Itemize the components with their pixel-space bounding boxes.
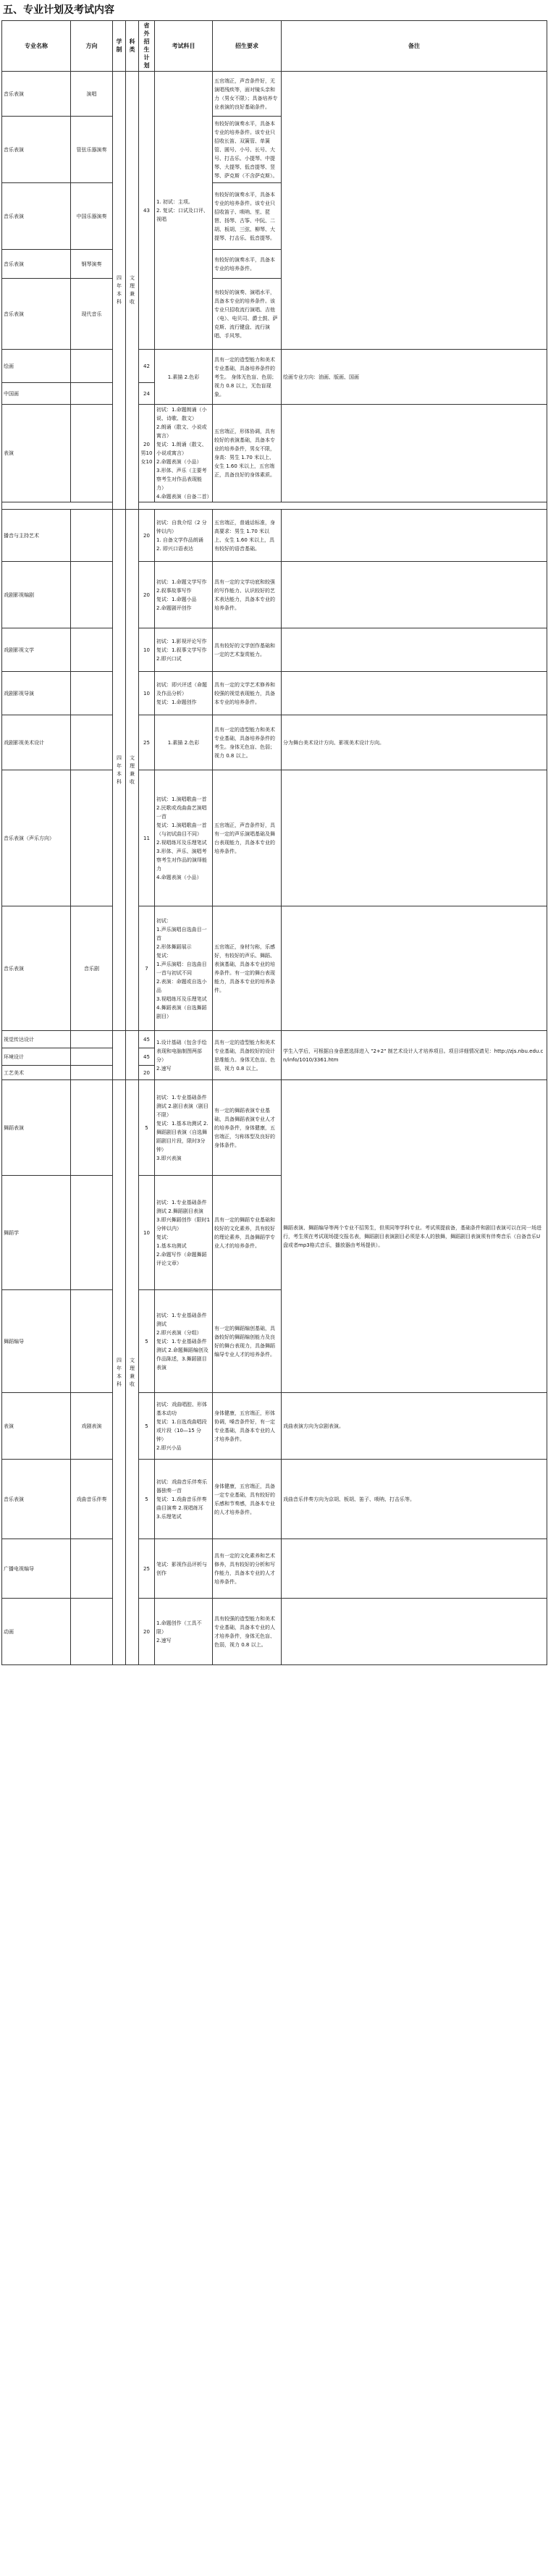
duration-cell: 四年本科 <box>113 510 126 1031</box>
table-row <box>2 510 547 562</box>
exam-cell: 初试：即兴评述（命题及作品分析） 复试：1.命题创作 <box>155 672 213 715</box>
table-row <box>2 715 547 770</box>
notes-cell <box>282 628 547 672</box>
exam-cell: 1.素描 2.色彩 <box>155 715 213 770</box>
table-row <box>2 1080 547 1176</box>
notes-cell: 绘画专业方向：油画、版画、国画 <box>282 350 547 405</box>
exam-cell: 1.命题创作（工具不限） 2.速写 <box>155 1599 213 1665</box>
category-cell <box>126 1031 139 1080</box>
notes-cell: 戏曲表演方向为京剧表演。 <box>282 1393 547 1460</box>
category-cell: 文理兼收 <box>126 72 139 510</box>
notes-cell <box>282 72 547 350</box>
major-cell: 戏剧影视编剧 <box>2 562 71 628</box>
requirements-cell: 有较好的演奏、演唱水平，具备本专业的培养条件。该专业只招收流行演唱、吉他（电）、电贝司、爵士鼓、萨克斯、流行键盘、流行演唱、手风琴。 <box>213 279 282 350</box>
major-cell: 音乐表演（声乐方向） <box>2 770 71 906</box>
direction-cell <box>71 1066 113 1080</box>
direction-cell: 钢琴演奏 <box>71 250 113 279</box>
header-major: 专业名称 <box>2 21 71 72</box>
table-row <box>2 1539 547 1599</box>
plan-cell: 5 <box>139 1460 155 1539</box>
table-row <box>2 72 547 117</box>
table-row <box>2 770 547 906</box>
direction-cell <box>71 1048 113 1066</box>
table-row <box>2 562 547 628</box>
requirements-cell: 五官端正，声音条件好，无演唱残疾等，面对镜头亲和力（男女不限）；具备培养专业表演的良好基础条件。 <box>213 72 282 117</box>
header-plan: 省外招生计划 <box>139 21 155 72</box>
major-cell: 音乐表演 <box>2 183 71 250</box>
requirements-cell: 有较好的演奏水平，具备本专业的培养条件。 <box>213 250 282 279</box>
major-cell: 戏剧影视美术设计 <box>2 715 71 770</box>
notes-cell <box>282 672 547 715</box>
major-cell: 播音与主持艺术 <box>2 510 71 562</box>
direction-cell <box>71 350 113 383</box>
direction-cell: 音乐剧 <box>71 906 113 1031</box>
major-cell: 工艺美术 <box>2 1066 71 1080</box>
table-row <box>2 628 547 672</box>
plan-cell: 43 <box>139 72 155 350</box>
requirements-cell: 具有一定的舞蹈专业基础和较好的文化素养，具有较好的理论素养，具备舞蹈学专业人才的培养条件。 <box>213 1176 282 1290</box>
direction-cell <box>71 562 113 628</box>
major-cell: 戏剧影视文学 <box>2 628 71 672</box>
page-title: 五、专业计划及考试内容 <box>3 4 114 16</box>
direction-cell <box>71 1290 113 1393</box>
spacer-cell <box>2 502 113 510</box>
exam-cell: 初试：1.影视评论写作 复试：1.叙事文学写作 2.即兴口试 <box>155 628 213 672</box>
plan-cell: 20 <box>139 510 155 562</box>
notes-cell <box>282 1599 547 1665</box>
exam-cell: 1.设计基础（包含手绘表现和电脑制图两部分） 2.速写 <box>155 1031 213 1080</box>
exam-cell: 1. 初试：主项。 2. 复试：口试及口评、视唱 <box>155 72 213 350</box>
header-requirements: 招生要求 <box>213 21 282 72</box>
table-row <box>2 1460 547 1539</box>
requirements-cell: 有一定的舞蹈编创基础，具备较好的舞蹈编创能力及良好的舞台表现力，具备舞蹈编导专业人才的培养条件。 <box>213 1290 282 1393</box>
major-cell: 舞蹈表演 <box>2 1080 71 1176</box>
requirements-cell: 身体健康，五官端正，具备一定专业基础，具有较好的乐感和节奏感，具备本专业的人才培养条件。 <box>213 1460 282 1539</box>
requirements-cell: 具有一定的造型能力和美术专业基础，具备培养条件的考生。身体无色盲、色弱；视力 0.8 以上。 <box>213 715 282 770</box>
requirements-text-extra: 身体无色盲、色弱；视力 0.8 以上，无色盲现象。 <box>214 374 277 397</box>
header-row <box>2 21 547 72</box>
direction-cell: 现代音乐 <box>71 279 113 350</box>
requirements-cell: 身体健康，五官端正，形体协调，嗓音条件好，有一定专业基础，具备本专业的人才培养条件。 <box>213 1393 282 1460</box>
table-row <box>2 502 547 510</box>
exam-cell: 初试：戏曲音乐伴奏乐器独奏一首 复试：1.戏曲音乐伴奏曲目演奏 2.视唱练耳 3.乐理笔试 <box>155 1460 213 1539</box>
direction-cell: 管弦乐器演奏 <box>71 117 113 183</box>
header-duration: 学制 <box>113 21 126 72</box>
requirements-cell: 具有一定的文学艺术修养和较强的视觉表现能力，具备本专业的培养条件。 <box>213 672 282 715</box>
plan-cell: 10 <box>139 1176 155 1290</box>
exam-cell: 初试：1.专业基础条件测试 2.舞蹈剧目表演 3.即兴舞蹈创作（限时1分钟以内） 复试： 1.基本功测试 2.命题写作（命题舞蹈评论文章） <box>155 1176 213 1290</box>
requirements-text: 具有一定的造型能力和美术专业基础，具备培养条件的考生。 <box>214 356 275 380</box>
direction-cell <box>71 628 113 672</box>
major-cell: 广播电视编导 <box>2 1539 71 1599</box>
requirements-cell <box>213 350 282 405</box>
direction-cell <box>71 1539 113 1599</box>
major-cell: 视觉传达设计 <box>2 1031 71 1048</box>
direction-cell <box>71 1031 113 1048</box>
major-cell: 戏剧影视导演 <box>2 672 71 715</box>
plan-cell: 24 <box>139 383 155 405</box>
notes-cell <box>282 405 547 502</box>
exam-cell: 初试：自我介绍（2 分钟以内） 1. 自备文学作品朗诵 2. 即兴口语表达 <box>155 510 213 562</box>
plan-cell: 7 <box>139 906 155 1031</box>
spacer-cell <box>139 502 547 510</box>
exam-cell: 1.素描 2.色彩 <box>155 350 213 405</box>
requirements-cell: 具有较好的文学创作基础和一定的艺术鉴赏能力。 <box>213 628 282 672</box>
table-row <box>2 1031 547 1048</box>
direction-cell <box>71 1176 113 1290</box>
major-cell: 舞蹈编导 <box>2 1290 71 1393</box>
plan-cell: 20 <box>139 562 155 628</box>
exam-cell: 初试：1.专业基础条件测试 2.剧目表演（剧目不限） 复试：1.基本功测试 2.舞蹈剧目表演（自选舞蹈剧目片段，限时3分钟） 3.即兴表演 <box>155 1080 213 1176</box>
table-row <box>2 1393 547 1460</box>
plan-cell: 5 <box>139 1290 155 1393</box>
major-cell: 表演 <box>2 1393 71 1460</box>
plan-cell: 10 <box>139 628 155 672</box>
header-category: 科类 <box>126 21 139 72</box>
major-cell: 音乐表演 <box>2 250 71 279</box>
duration-cell <box>113 1031 126 1080</box>
direction-cell <box>71 383 113 405</box>
plan-cell: 42 <box>139 350 155 383</box>
requirements-cell: 五官端正，声音条件好，具有一定的声乐演唱基础及舞台表现能力，具备本专业的培养条件。 <box>213 770 282 906</box>
plan-cell: 25 <box>139 1539 155 1599</box>
table-row <box>2 672 547 715</box>
table-row <box>2 1599 547 1665</box>
major-cell: 舞蹈学 <box>2 1176 71 1290</box>
table-row <box>2 405 547 502</box>
category-cell: 文理兼收 <box>126 1080 139 1665</box>
plan-cell: 5 <box>139 1080 155 1176</box>
header-exam: 考试科目 <box>155 21 213 72</box>
exam-cell: 笔试：影视作品评析与创作 <box>155 1539 213 1599</box>
table-row <box>2 350 547 383</box>
notes-cell: 分为舞台美术设计方向、影视美术设计方向。 <box>282 715 547 770</box>
direction-cell <box>71 405 113 502</box>
requirements-cell: 五官端正，形体协调，具有较好的表演基础，具备本专业的培养条件，男女不限，身高：男生 1.70 米以上、女生 1.60 米以上，五官端正，具备良好的身体素质。 <box>213 405 282 502</box>
plan-cell: 10 <box>139 672 155 715</box>
major-cell: 动画 <box>2 1599 71 1665</box>
major-cell: 绘画 <box>2 350 71 383</box>
requirements-cell: 具有一定的造型能力和美术专业基础，具备较好的设计思维能力。身体无色盲、色弱，视力 0.8 以上。 <box>213 1031 282 1080</box>
plan-cell: 20 男10 女10 <box>139 405 155 502</box>
requirements-cell: 五官端正，身材匀称，乐感好，有较好的声乐、舞蹈、表演基础，具备本专业的培养条件。有一定的舞台表现能力，具备本专业的培养条件。 <box>213 906 282 1031</box>
direction-cell: 戏曲音乐伴奏 <box>71 1460 113 1539</box>
plan-cell: 45 <box>139 1048 155 1066</box>
major-cell: 音乐表演 <box>2 117 71 183</box>
major-cell: 音乐表演 <box>2 906 71 1031</box>
plan-cell: 20 <box>139 1066 155 1080</box>
direction-cell: 中国乐器演奏 <box>71 183 113 250</box>
major-cell: 环境设计 <box>2 1048 71 1066</box>
notes-cell: 舞蹈表演、舞蹈编导等两个专业不招男生，但须同等学科专业。考试须提前备，基础条件和剧目表演可以在同一场进行，考生须在考试现场提交报名表，舞蹈剧目表演剧目必须是本人的独舞，舞蹈剧目表演须有伴奏音乐（自备音乐U盘或者mp3格式音乐，播放器由考场提供）。 <box>282 1080 547 1393</box>
notes-cell: 戏曲音乐伴奏方向为京胡、板胡、笛子、唢呐、打击乐等。 <box>282 1460 547 1539</box>
requirements-cell: 具有一定的文化素养和艺术修养，具有较好的分析和写作能力，具备本专业的人才培养条件。 <box>213 1539 282 1599</box>
exam-cell: 初试：1.演唱歌曲一首 2.民歌或戏曲曲艺演唱一首 复试：1.演唱歌曲一首（与初试曲目不同） 2.视唱练耳及乐理笔试 3.形体、声乐、演唱考察考生对作品的演绎能力 4.命题表演（小品） <box>155 770 213 906</box>
major-cell: 音乐表演 <box>2 72 71 117</box>
direction-cell <box>71 770 113 906</box>
exam-cell: 初试：1.命题朗诵（小说、诗歌、散文） 2.朗诵（散文、小说或寓言） 复试：1.朗诵（散文、小说或寓言） 2.命题表演（小品） 3.形体、声乐（主要考察考生对作品表现能力） 4.命题表演（自备二首） <box>155 405 213 502</box>
program-table <box>1 20 547 1665</box>
exam-cell: 初试：1.命题文学写作 2.叙事故事写作 复试：1.命题小品 2.命题剧评创作 <box>155 562 213 628</box>
direction-cell <box>71 1080 113 1176</box>
requirements-cell: 有较好的演奏水平，具备本专业的培养条件。该专业只招收长笛、双簧管、单簧管、圆号、小号、长号、大号、打击乐、小提琴、中提琴、大提琴、低音提琴、竖琴、萨克斯（不含萨克斯）。 <box>213 117 282 183</box>
notes-cell <box>282 770 547 906</box>
requirements-cell: 有一定的舞蹈表演专业基础，具备舞蹈表演专业人才的培养条件，身体健康，五官端正，匀称体型及良好的身体条件。 <box>213 1080 282 1176</box>
requirements-cell: 具有一定的文学功底和较强的写作能力、认识较好的艺术表达能力，具备本专业的培养条件。 <box>213 562 282 628</box>
requirements-cell: 具有较强的造型能力和美术专业基础，具备本专业的人才培养条件，身体无色盲、色弱，视力 0.8 以上。 <box>213 1599 282 1665</box>
header-direction: 方向 <box>71 21 113 72</box>
notes-cell <box>282 906 547 1031</box>
exam-cell: 初试：1.专业基础条件测试 2.即兴表演（分组） 复试：1.专业基础条件测试 2.命题舞蹈编创及作品陈述，3.舞蹈剧目表演 <box>155 1290 213 1393</box>
notes-cell <box>282 562 547 628</box>
direction-cell <box>71 510 113 562</box>
duration-cell: 四年本科 <box>113 1080 126 1665</box>
direction-cell <box>71 672 113 715</box>
plan-cell: 5 <box>139 1393 155 1460</box>
direction-cell: 戏剧表演 <box>71 1393 113 1460</box>
plan-cell: 25 <box>139 715 155 770</box>
plan-cell: 20 <box>139 1599 155 1665</box>
direction-cell: 演唱 <box>71 72 113 117</box>
duration-cell: 四年本科 <box>113 72 126 510</box>
header-notes: 备注 <box>282 21 547 72</box>
exam-cell: 初试： 1.声乐演唱自选曲目一首 2.形体舞蹈展示 复试： 1.声乐演唱：自选曲目一首与初试不同 2.表演：命题或自选小品 3.视唱练耳及乐理笔试 4.舞蹈表演（自选舞蹈剧目） <box>155 906 213 1031</box>
table-row <box>2 906 547 1031</box>
major-cell: 音乐表演 <box>2 279 71 350</box>
direction-cell <box>71 1599 113 1665</box>
notes-cell <box>282 510 547 562</box>
major-cell: 表演 <box>2 405 71 502</box>
notes-cell <box>282 1539 547 1599</box>
category-cell: 文理兼收 <box>126 510 139 1031</box>
notes-cell: 学生入学后，可根据自身意愿选择进入 "2+2" 制艺术设计人才培养项目。项目详细情况请见：http://zjs.nbu.edu.cn/info/1010/3361.htm <box>282 1031 547 1080</box>
direction-cell <box>71 715 113 770</box>
major-cell: 音乐表演 <box>2 1460 71 1539</box>
requirements-cell: 有较好的演奏水平，具备本专业的培养条件。该专业只招收笛子、唢呐、笙、琵琶、扬琴、古筝、中阮、二胡、板胡、三弦、柳琴、大提琴、打击乐、低音提琴。 <box>213 183 282 250</box>
plan-cell: 45 <box>139 1031 155 1048</box>
plan-cell: 11 <box>139 770 155 906</box>
requirements-cell: 五官端正，普通话标准，身高要求：男生 1.70 米以上、女生 1.60 米以上，具有较好的语音基础。 <box>213 510 282 562</box>
exam-cell: 初试：戏曲唱腔、形体基本动功 复试：1.自选戏曲唱段或片段（10—15 分钟） 2.即兴小品 <box>155 1393 213 1460</box>
major-cell: 中国画 <box>2 383 71 405</box>
